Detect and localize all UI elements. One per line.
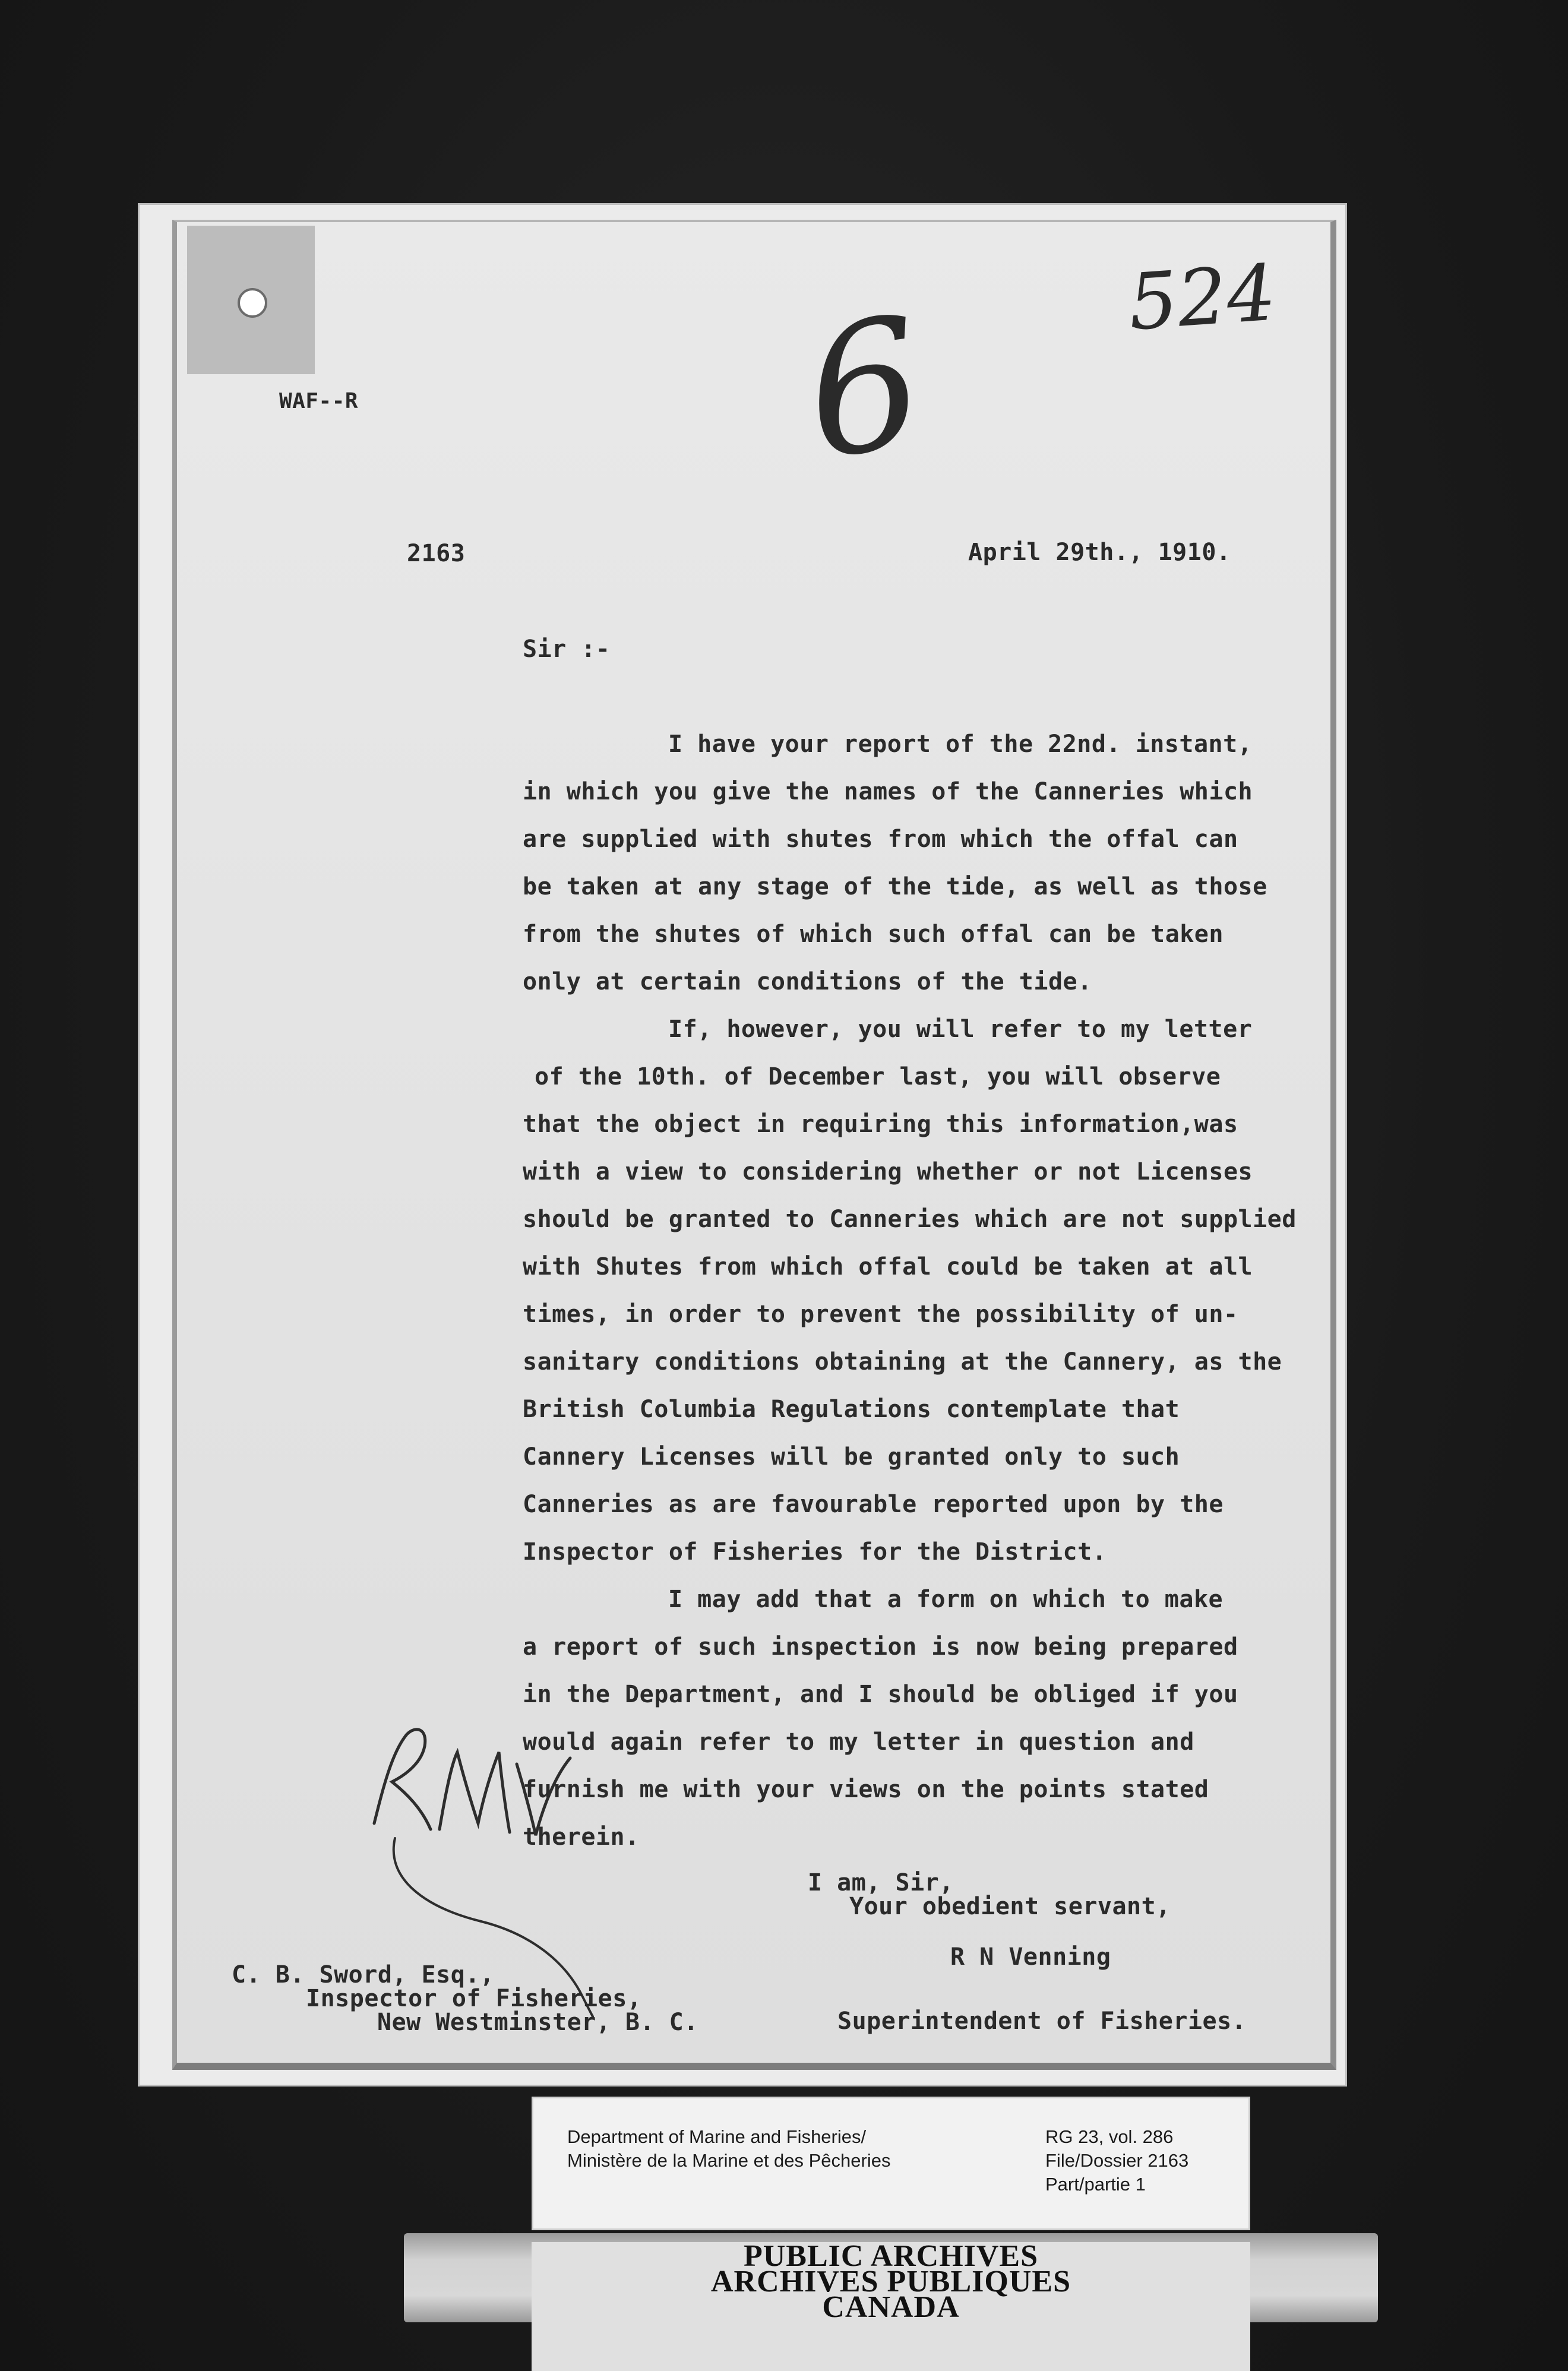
signer-name: R N Venning xyxy=(950,1943,1111,1971)
body-line: should be granted to Canneries which are not supplied xyxy=(523,1206,1297,1233)
punch-hole xyxy=(238,288,267,318)
file-number: 2163 xyxy=(407,540,466,567)
archive-stamp-line-1: PUBLIC ARCHIVES xyxy=(743,2239,1039,2273)
body-line: from the shutes of which such offal can be taken xyxy=(523,921,1224,948)
reference-initials: WAF--R xyxy=(279,389,359,413)
addressee-name: C. B. Sword, Esq., xyxy=(232,1961,495,1989)
body-line: therein. xyxy=(523,1823,640,1851)
body-line: I have your report of the 22nd. instant, xyxy=(668,731,1253,758)
archive-stamp-line-2: ARCHIVES PUBLIQUES xyxy=(710,2265,1071,2299)
archive-file: File/Dossier 2163 xyxy=(1045,2150,1189,2171)
body-line: British Columbia Regulations contemplate that xyxy=(523,1396,1180,1423)
archive-record-group: RG 23, vol. 286 xyxy=(1045,2126,1174,2147)
letter-date: April 29th., 1910. xyxy=(968,539,1231,566)
folio-number: 524 xyxy=(1126,247,1279,348)
addressee-place: New Westminster, B. C. xyxy=(377,2009,698,2036)
addressee-title: Inspector of Fisheries, xyxy=(306,1985,642,2012)
archive-part: Part/partie 1 xyxy=(1045,2174,1146,2195)
body-line: with Shutes from which offal could be taken at all xyxy=(523,1253,1253,1281)
body-line: be taken at any stage of the tide, as well as those xyxy=(523,873,1267,900)
body-line: in the Department, and I should be obliged if you xyxy=(523,1681,1238,1708)
body-line: I may add that a form on which to make xyxy=(668,1586,1224,1613)
body-line: of the 10th. of December last, you will observe xyxy=(535,1063,1221,1090)
body-line: only at certain conditions of the tide. xyxy=(523,968,1092,995)
body-line: a report of such inspection is now being prepared xyxy=(523,1633,1238,1661)
body-line: Canneries as are favourable reported upon by the xyxy=(523,1491,1224,1518)
body-line: would again refer to my letter in question and xyxy=(523,1728,1194,1756)
closing-line-2: Your obedient servant, xyxy=(849,1893,1171,1920)
body-line: in which you give the names of the Canneries which xyxy=(523,778,1253,805)
body-line: If, however, you will refer to my letter xyxy=(668,1016,1253,1043)
salutation: Sir :- xyxy=(523,636,611,663)
archive-department-en: Department of Marine and Fisheries/ xyxy=(567,2126,867,2147)
body-line: with a view to considering whether or not Licenses xyxy=(523,1158,1253,1186)
closing-line-1: I am, Sir, xyxy=(808,1869,954,1896)
signer-title: Superintendent of Fisheries. xyxy=(837,2008,1247,2035)
body-line: Inspector of Fisheries for the District. xyxy=(523,1538,1107,1566)
body-line: Cannery Licenses will be granted only to such xyxy=(523,1443,1180,1471)
body-line: that the object in requiring this information,was xyxy=(523,1111,1238,1138)
archive-stamp-line-3: CANADA xyxy=(822,2290,960,2324)
body-line: times, in order to prevent the possibility of un- xyxy=(523,1301,1238,1328)
body-line: sanitary conditions obtaining at the Cannery, as the xyxy=(523,1348,1282,1376)
body-line: are supplied with shutes from which the offal can xyxy=(523,826,1238,853)
archive-department-fr: Ministère de la Marine et des Pêcheries xyxy=(567,2150,891,2171)
body-line: furnish me with your views on the points stated xyxy=(523,1776,1209,1803)
margin-mark: 6 xyxy=(794,278,935,500)
